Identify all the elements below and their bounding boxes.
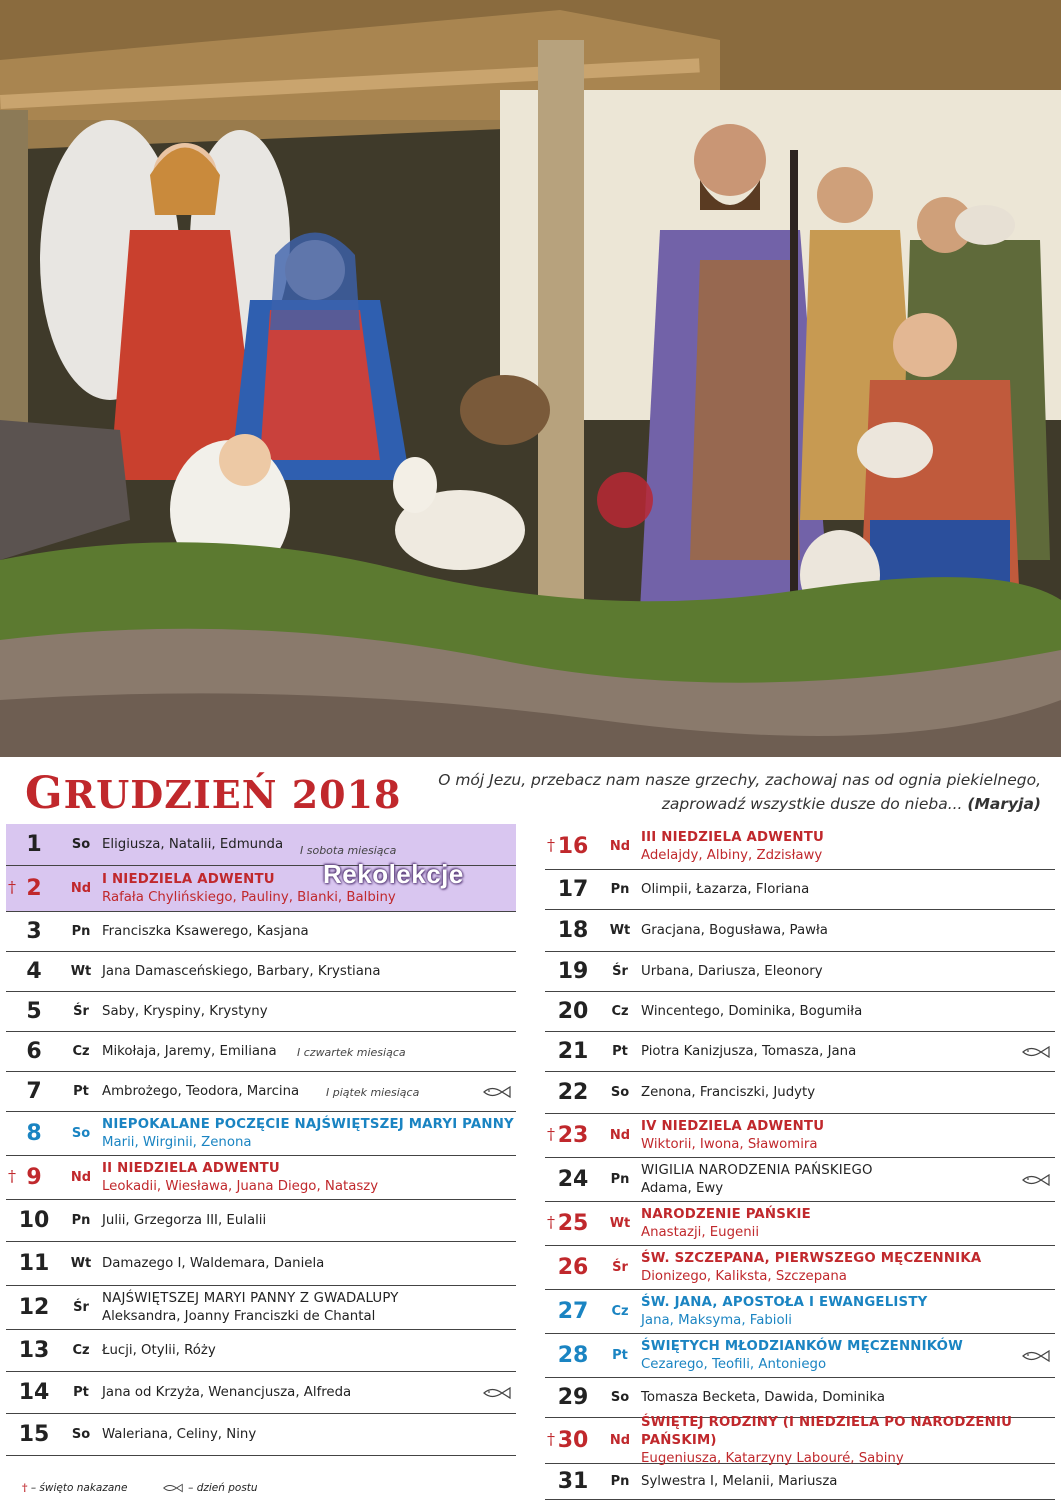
day-body (639, 1294, 1055, 1330)
day-of-week: Nd (609, 839, 631, 854)
day-row (6, 1414, 516, 1456)
day-of-week: So (71, 1427, 91, 1442)
day-number: 27 (557, 1299, 589, 1324)
day-number: 8 (26, 1121, 42, 1146)
name-days: Dionizego, Kaliksta, Szczepana (641, 1268, 847, 1284)
fish-icon (161, 1483, 185, 1493)
fish-icon (1021, 1045, 1051, 1059)
day-row (545, 1032, 1055, 1072)
legend-fast-day-text: – dzień postu (188, 1482, 258, 1494)
day-of-week: Śr (73, 1300, 89, 1315)
feast-name: ŚWIĘTYCH MŁODZIANKÓW MĘCZENNIKÓW (641, 1338, 964, 1354)
day-of-week: Cz (611, 1004, 629, 1019)
day-of-week: So (610, 1390, 630, 1405)
name-days: Mikołaja, Jaremy, Emiliana (102, 1043, 277, 1059)
day-number: 31 (557, 1469, 589, 1494)
feast-name: ŚW. SZCZEPANA, PIERWSZEGO MĘCZENNIKA (641, 1250, 982, 1266)
day-of-week: Cz (72, 1343, 90, 1358)
quote-line-1: O mój Jezu, przebacz nam nasze grzechy, zachowaj nas od ognia piekielnego, (438, 771, 1041, 789)
day-of-week: Wt (70, 1256, 92, 1271)
day-of-week: Pn (610, 1474, 630, 1489)
name-days: Olimpii, Łazarza, Floriana (641, 881, 810, 897)
name-days: Aleksandra, Joanny Franciszki de Chantal (102, 1308, 376, 1324)
day-row (545, 952, 1055, 992)
prayer-quote (401, 768, 1041, 816)
day-body (639, 963, 1055, 981)
day-of-week: Śr (612, 1260, 628, 1275)
day-row (6, 912, 516, 952)
day-body (100, 963, 516, 981)
month-title (25, 768, 401, 819)
name-days: Tomasza Becketa, Dawida, Dominika (641, 1389, 885, 1405)
legend-holy-day-text: – święto nakazane (30, 1482, 128, 1494)
month-title-rest: RUDZIEŃ 2018 (63, 772, 402, 817)
name-days: Leokadii, Wiesława, Juana Diego, Nataszy (102, 1178, 379, 1194)
feast-name: NIEPOKALANE POCZĘCIE NAJŚWIĘTSZEJ MARYI PANNY (102, 1116, 514, 1132)
name-days: Gracjana, Bogusława, Pawła (641, 922, 828, 938)
day-of-week: Pt (612, 1348, 628, 1363)
day-of-week: Cz (72, 1044, 90, 1059)
day-number: 22 (557, 1080, 589, 1105)
day-body (100, 1212, 516, 1230)
day-row (6, 1072, 516, 1112)
day-number: 13 (18, 1338, 50, 1363)
day-row (545, 870, 1055, 910)
day-body (639, 1118, 1055, 1154)
day-of-week: Nd (70, 881, 92, 896)
name-days: Anastazji, Eugenii (641, 1224, 760, 1240)
day-note: I piątek miesiąca (326, 1086, 420, 1099)
day-of-week: So (610, 1085, 630, 1100)
cross-icon: † (547, 1212, 555, 1232)
day-of-week: Pt (73, 1084, 89, 1099)
quote-line-2 (401, 792, 1041, 816)
feast-name: IV NIEDZIELA ADWENTU (641, 1118, 825, 1134)
fish-icon (1021, 1349, 1051, 1363)
day-number: 17 (557, 877, 589, 902)
legend-fast-day (161, 1482, 258, 1494)
day-row (545, 1414, 1055, 1466)
day-number: 30 (557, 1428, 589, 1453)
day-of-week: So (71, 837, 91, 852)
day-number: 18 (557, 918, 589, 943)
day-of-week: Śr (612, 964, 628, 979)
day-body (100, 1426, 516, 1444)
day-number: 10 (18, 1208, 50, 1233)
day-number: 29 (557, 1385, 589, 1410)
feast-name: II NIEDZIELA ADWENTU (102, 1160, 280, 1176)
day-of-week: Wt (609, 923, 631, 938)
day-row (6, 1112, 516, 1156)
day-body (639, 881, 1055, 899)
day-of-week: Pn (610, 1172, 630, 1187)
day-body (639, 1414, 1055, 1468)
legend-holy-day (22, 1482, 127, 1494)
days-column-right (545, 824, 1055, 1500)
day-row (545, 1072, 1055, 1114)
month-title-initial: G (25, 768, 64, 819)
name-days: Saby, Kryspiny, Krystyny (102, 1003, 268, 1019)
rekolekcje-label: Rekolekcje (323, 859, 464, 889)
name-days: Jana Damasceńskiego, Barbary, Krystiana (102, 963, 381, 979)
day-row (6, 952, 516, 992)
day-row (545, 1290, 1055, 1334)
feast-name: NARODZENIE PAŃSKIE (641, 1206, 811, 1222)
name-days: Rafała Chylińskiego, Pauliny, Blanki, Balbiny (102, 889, 396, 905)
day-number: 24 (557, 1167, 589, 1192)
day-body (639, 922, 1055, 940)
fish-icon (1021, 1173, 1051, 1187)
legend (22, 1482, 288, 1494)
day-of-week: Pn (71, 924, 91, 939)
day-body (100, 923, 516, 941)
cross-icon: † (547, 1124, 555, 1144)
quote-line-2-text: zaprowadź wszystkie dusze do nieba... (661, 795, 963, 813)
day-number: 3 (26, 919, 42, 944)
name-days: Sylwestra I, Melanii, Mariusza (641, 1473, 838, 1489)
name-days: Ambrożego, Teodora, Marcina (102, 1083, 300, 1099)
day-row (6, 1330, 516, 1372)
feast-name: III NIEDZIELA ADWENTU (641, 829, 825, 845)
name-days: Eugeniusza, Katarzyny Labouré, Sabiny (641, 1450, 904, 1466)
day-body (639, 1162, 1055, 1198)
name-days: Wincentego, Dominika, Bogumiła (641, 1003, 863, 1019)
day-number: 2 (26, 876, 42, 901)
feast-name: ŚW. JANA, APOSTOŁA I EWANGELISTY (641, 1294, 928, 1310)
day-row (6, 1242, 516, 1286)
day-body (639, 1250, 1055, 1286)
day-row (6, 992, 516, 1032)
day-of-week: Pn (610, 882, 630, 897)
day-number: 11 (18, 1251, 50, 1276)
days-column-left (6, 824, 516, 1456)
day-of-week: Wt (70, 964, 92, 979)
day-row (545, 824, 1055, 870)
day-of-week: Cz (611, 1304, 629, 1319)
day-number: 28 (557, 1343, 589, 1368)
day-number: 19 (557, 959, 589, 984)
name-days: Adelajdy, Albiny, Zdzisławy (641, 847, 823, 863)
name-days: Eligiusza, Natalii, Edmunda (102, 836, 284, 852)
day-number: 5 (26, 999, 42, 1024)
day-of-week: Nd (609, 1433, 631, 1448)
day-row (545, 1334, 1055, 1378)
day-number: 4 (26, 959, 42, 984)
feast-name: WIGILIA NARODZENIA PAŃSKIEGO (641, 1162, 873, 1178)
name-days: Cezarego, Teofili, Antoniego (641, 1356, 827, 1372)
day-number: 25 (557, 1211, 589, 1236)
day-body (639, 1084, 1055, 1102)
day-body (639, 1338, 1055, 1374)
day-number: 6 (26, 1039, 42, 1064)
day-body (100, 1342, 516, 1360)
day-row (6, 1032, 516, 1072)
name-days: Franciszka Ksawerego, Kasjana (102, 923, 309, 939)
day-row (6, 1286, 516, 1330)
day-number: 7 (26, 1079, 42, 1104)
day-body (639, 1043, 1055, 1061)
day-number: 14 (18, 1380, 50, 1405)
day-row (6, 1372, 516, 1414)
day-of-week: Pn (71, 1213, 91, 1228)
name-days: Łucji, Otylii, Róży (102, 1342, 216, 1358)
day-body (639, 1003, 1055, 1021)
day-of-week: Pt (73, 1385, 89, 1400)
feast-name: ŚWIĘTEJ RODZINY (I NIEDZIELA PO NARODZENIU PAŃSKIM) (641, 1414, 1013, 1448)
name-days: Jana, Maksyma, Fabioli (641, 1312, 793, 1328)
day-row (545, 1202, 1055, 1246)
fish-icon (482, 1386, 512, 1400)
cross-icon: † (8, 877, 16, 897)
quote-author: (Maryja) (967, 795, 1041, 813)
day-row (545, 910, 1055, 952)
day-row (545, 992, 1055, 1032)
feast-name: I NIEDZIELA ADWENTU (102, 871, 275, 887)
day-body (100, 1384, 516, 1402)
name-days: Zenona, Franciszki, Judyty (641, 1084, 816, 1100)
day-of-week: Śr (73, 1004, 89, 1019)
day-number: 1 (26, 832, 42, 857)
feast-name: NAJŚWIĘTSZEJ MARYI PANNY Z GWADALUPY (102, 1290, 399, 1306)
name-days: Urbana, Dariusza, Eleonory (641, 963, 823, 979)
cross-icon: † (547, 1429, 555, 1449)
day-body (639, 1473, 1055, 1491)
day-note: I sobota miesiąca (300, 844, 397, 857)
day-of-week: Pt (612, 1044, 628, 1059)
day-row (6, 1200, 516, 1242)
day-body (639, 1389, 1055, 1407)
day-number: 21 (557, 1039, 589, 1064)
day-number: 26 (557, 1255, 589, 1280)
day-body (100, 1003, 516, 1021)
cross-icon: † (8, 1166, 16, 1186)
day-number: 9 (26, 1165, 42, 1190)
day-row (545, 1378, 1055, 1418)
cross-icon: † (547, 835, 555, 855)
name-days: Jana od Krzyża, Wenancjusza, Alfreda (102, 1384, 352, 1400)
day-row (545, 1464, 1055, 1500)
name-days: Waleriana, Celiny, Niny (102, 1426, 257, 1442)
day-number: 16 (557, 834, 589, 859)
day-body (639, 829, 1055, 865)
fish-icon (482, 1085, 512, 1099)
day-row (545, 1114, 1055, 1158)
name-days: Julii, Grzegorza III, Eulalii (102, 1212, 267, 1228)
day-of-week: Nd (70, 1170, 92, 1185)
day-body (639, 1206, 1055, 1242)
day-number: 23 (557, 1123, 589, 1148)
name-days: Damazego I, Waldemara, Daniela (102, 1255, 325, 1271)
name-days: Marii, Wirginii, Zenona (102, 1134, 252, 1150)
name-days: Wiktorii, Iwona, Sławomira (641, 1136, 818, 1152)
day-note: I czwartek miesiąca (297, 1046, 406, 1059)
day-of-week: Wt (609, 1216, 631, 1231)
day-of-week: Nd (609, 1128, 631, 1143)
day-row (6, 1156, 516, 1200)
day-of-week: So (71, 1126, 91, 1141)
name-days: Piotra Kanizjusza, Tomasza, Jana (641, 1043, 857, 1059)
day-body (100, 1160, 516, 1196)
cross-icon: † (22, 1482, 28, 1494)
day-body (100, 1290, 516, 1326)
day-number: 15 (18, 1422, 50, 1447)
day-row (545, 1246, 1055, 1290)
day-body (100, 1083, 516, 1101)
day-body (100, 1255, 516, 1273)
day-row (545, 1158, 1055, 1202)
day-number: 12 (18, 1295, 50, 1320)
day-number: 20 (557, 999, 589, 1024)
day-body (100, 1116, 516, 1152)
name-days: Adama, Ewy (641, 1180, 724, 1196)
